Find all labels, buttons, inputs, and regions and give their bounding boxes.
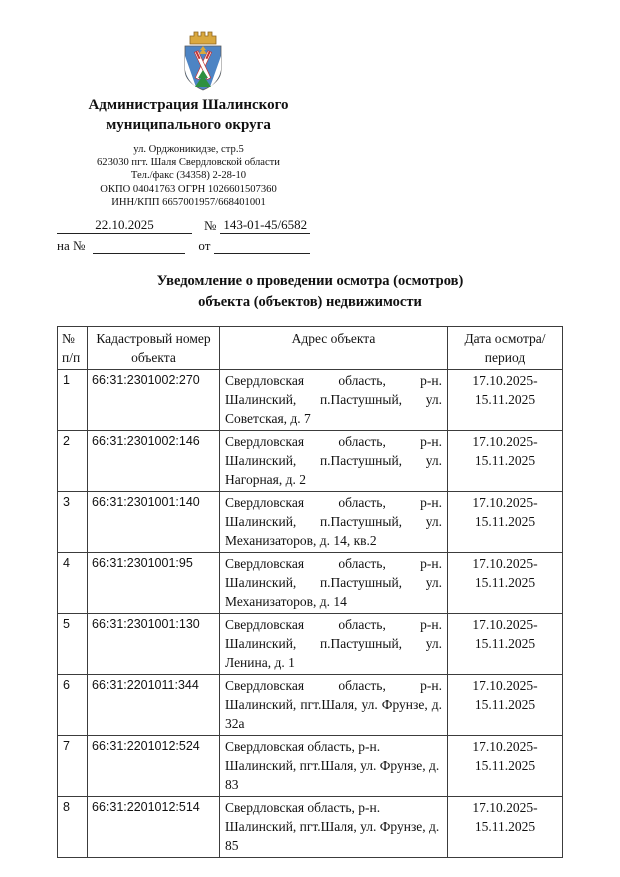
org-address-phone: Тел./факс (34358) 2-28-10 (130, 170, 247, 182)
org-address-city: 623030 пгт. Шаля Свердловской области (97, 157, 280, 169)
object-address: Свердловская область, р-н. Шалинский, п.Пастушный, ул. Нагорная, д. 2 (220, 431, 448, 492)
outgoing-date: 22.10.2025 (57, 217, 192, 234)
reply-number-blank (93, 253, 185, 254)
table-row (58, 797, 563, 858)
inspection-date: 17.10.2025-15.11.2025 (448, 797, 563, 858)
row-number: 5 (58, 614, 88, 675)
org-name-line2: муниципального округа (106, 117, 271, 133)
inspection-date: 17.10.2025-15.11.2025 (448, 614, 563, 675)
inspection-date: 17.10.2025-15.11.2025 (448, 370, 563, 431)
cadastral-number: 66:31:2201012:514 (88, 797, 220, 858)
outgoing-number: 143-01-45/6582 (220, 217, 310, 234)
table-row (58, 370, 563, 431)
org-address-okpo-ogrn: ОКПО 04041763 ОГРН 1026601507360 (100, 183, 277, 195)
reply-to-label: на № (57, 238, 86, 254)
table-header-row (58, 327, 563, 370)
row-number: 4 (58, 553, 88, 614)
cadastral-number: 66:31:2301002:146 (88, 431, 220, 492)
cadastral-number: 66:31:2201011:344 (88, 675, 220, 736)
document-title-line2: объекта (объектов) недвижимости (198, 294, 422, 311)
object-address: Свердловская область, р-н. Шалинский, пгт.Шаля, ул. Фрунзе, д. 83 (220, 736, 448, 797)
column-header-address: Адрес объекта (220, 327, 448, 370)
coat-of-arms-icon (181, 30, 225, 92)
row-number: 8 (58, 797, 88, 858)
objects-table (57, 326, 563, 858)
table-row (58, 431, 563, 492)
cadastral-number: 66:31:2301001:130 (88, 614, 220, 675)
row-number: 6 (58, 675, 88, 736)
document-title (57, 271, 563, 313)
cadastral-number: 66:31:2301001:140 (88, 492, 220, 553)
cadastral-number: 66:31:2301001:95 (88, 553, 220, 614)
object-address: Свердловская область, р-н. Шалинский, п.Пастушный, ул. Механизаторов, д. 14, кв.2 (220, 492, 448, 553)
cadastral-number: 66:31:2201012:524 (88, 736, 220, 797)
object-address: Свердловская область, р-н. Шалинский, п.Пастушный, ул. Ленина, д. 1 (220, 614, 448, 675)
table-row (58, 492, 563, 553)
column-header-cadastral: Кадастровый номер объекта (88, 327, 220, 370)
org-address-street: ул. Орджоникидзе, стр.5 (133, 144, 244, 155)
reference-row-outgoing (57, 214, 310, 234)
object-address: Свердловская область, р-н. Шалинский, п.Пастушный, ул. Механизаторов, д. 14 (220, 553, 448, 614)
letterhead (57, 30, 320, 209)
inspection-date: 17.10.2025-15.11.2025 (448, 431, 563, 492)
reference-row-reply (57, 234, 310, 254)
org-address (57, 143, 320, 209)
column-header-num: № п/п (58, 327, 88, 370)
inspection-date: 17.10.2025-15.11.2025 (448, 736, 563, 797)
org-name-line1: Администрация Шалинского (88, 97, 289, 113)
row-number: 7 (58, 736, 88, 797)
object-address: Свердловская область, р-н. Шалинский, пгт.Шаля, ул. Фрунзе, д. 85 (220, 797, 448, 858)
row-number: 3 (58, 492, 88, 553)
document-title-line1: Уведомление о проведении осмотра (осмотров) (156, 273, 464, 290)
table-row (58, 553, 563, 614)
table-row (58, 614, 563, 675)
reply-date-blank (214, 253, 310, 254)
row-number: 1 (58, 370, 88, 431)
number-sign-label: № (204, 218, 217, 234)
table-row (58, 675, 563, 736)
inspection-date: 17.10.2025-15.11.2025 (448, 675, 563, 736)
column-header-date: Дата осмотра/ период (448, 327, 563, 370)
reply-from-label: от (198, 238, 211, 254)
org-name (57, 95, 320, 135)
cadastral-number: 66:31:2301002:270 (88, 370, 220, 431)
inspection-date: 17.10.2025-15.11.2025 (448, 553, 563, 614)
object-address: Свердловская область, р-н. Шалинский, пгт.Шаля, ул. Фрунзе, д. 32а (220, 675, 448, 736)
reference-block (57, 214, 310, 254)
row-number: 2 (58, 431, 88, 492)
org-address-inn-kpp: ИНН/КПП 6657001957/668401001 (111, 196, 266, 208)
table-row (58, 736, 563, 797)
object-address: Свердловская область, р-н. Шалинский, п.Пастушный, ул. Советская, д. 7 (220, 370, 448, 431)
inspection-date: 17.10.2025-15.11.2025 (448, 492, 563, 553)
